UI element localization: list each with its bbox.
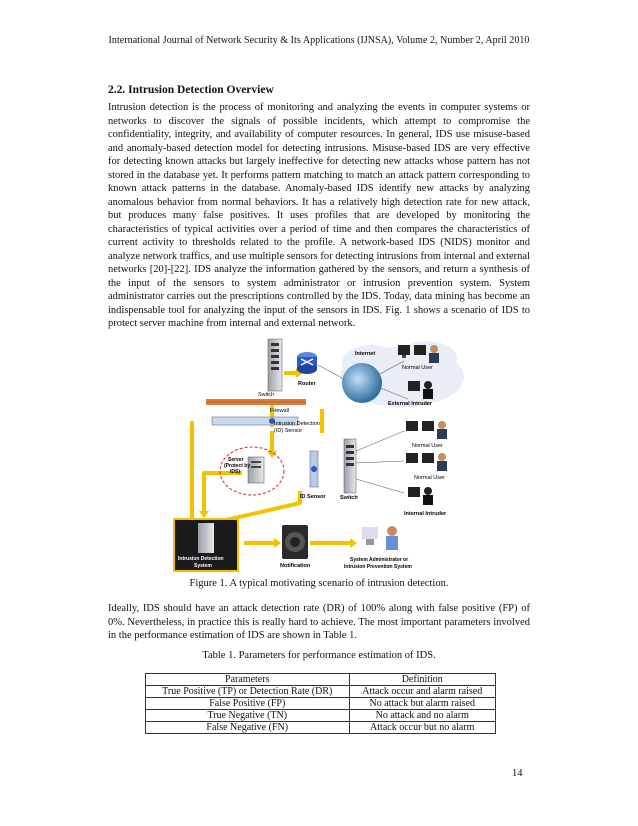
id-sensor-mid-device xyxy=(310,451,318,487)
label-admin-2: Intrusion Prevention System xyxy=(344,564,412,570)
table-row xyxy=(146,698,496,710)
table-cell: True Positive (TP) or Detection Rate (DR) xyxy=(146,686,350,698)
flow-arrows xyxy=(182,373,350,543)
label-ids-2: System xyxy=(194,563,212,569)
label-switch-top: Switch xyxy=(258,392,275,398)
table-cell: No attack and no alarm xyxy=(349,710,495,722)
switch-user-lines xyxy=(356,431,404,493)
arrow-ids-sensor-to-ids xyxy=(222,491,300,521)
label-sensor-2: (ID) Sensor xyxy=(274,428,303,434)
label-router: Router xyxy=(298,381,316,387)
label-normal-user-top: Normal User xyxy=(402,365,433,371)
switch-mid-device xyxy=(344,439,356,493)
table-cell: True Negative (TN) xyxy=(146,710,350,722)
label-server-2: (Protect by xyxy=(224,463,251,469)
label-sensor-1: Intrusion Detection xyxy=(274,421,320,427)
firewall-device xyxy=(206,399,306,405)
label-normal-user-mid1: Normal User xyxy=(412,443,443,449)
paragraph-intro: Intrusion detection is the process of monitoring and analyzing the events in computer systems or networks to discover the signals of possible incidents, which attempt to compromise the confidentiality, integrity, and availability of computer resources. In general, IDS use misuse-based and anomaly-based detection model for detecting intrusions. Misuse-based IDS are very effective for detecting known attacks but largely ineffective for detecting new attacks whose pattern has not stored in the database yet. It performs pattern matching to match an attack pattern corresponding to known attack patterns in the database. Anomaly-based IDS identify new attacks by analyzing anomalous behavior from normal behaviors. It has a relatively high detection rate for new attack, but produces many false positives. It uses profiles that are developed by monitoring the characteristics of typical activities over a period of time and then compares the characteristics of current activity to thresholds related to the profile. A network-based IDS (NIDS) monitor and analyze network traffics, and use multiple sensors for detecting intrusions from internal and external networks [20]-[22]. IDS analyze the information gathered by the sensors, and return a synthesis of the input of the sensors to system administrator or intrusion prevention system. System administrator carries out the prescriptions controlled by the IDS. Today, data mining has become an indispensable tool for analyzing the input of the sensors in IDS. Fig. 1 shows a scenario of IDS to protect server machine from internal and external network. xyxy=(108,102,530,329)
label-firewall: Firewall xyxy=(270,408,289,414)
arrow-sensor-down-left xyxy=(182,421,192,529)
table-row xyxy=(146,710,496,722)
parameters-table xyxy=(145,673,496,734)
normal-user-mid2-group xyxy=(406,453,447,471)
label-admin-1: System Administrator or xyxy=(350,557,409,563)
table-row xyxy=(146,686,496,698)
table-cell: Attack occur but no alarm xyxy=(349,722,495,734)
paragraph-performance: Ideally, IDS should have an attack detection rate (DR) of 100% along with false positive (FP) of 0%. Nevertheless, in practice this is really hard to achieve. The most important parameters involved in the performance estimation of IDS are shown in Table 1. xyxy=(108,603,530,641)
table-row xyxy=(146,722,496,734)
label-switch-mid: Switch xyxy=(340,495,358,501)
figure-caption: Figure 1. A typical motivating scenario of intrusion detection. xyxy=(189,578,449,589)
label-server-3: IDS) xyxy=(230,469,240,475)
page-number: 14 xyxy=(512,768,523,779)
table-cell: Attack occur and alarm raised xyxy=(349,686,495,698)
table-header-row xyxy=(146,674,496,686)
section-number: 2.2. xyxy=(108,84,126,96)
running-header: International Journal of Network Security & Its Applications (IJNSA), Volume 2, Number 2, April 2010 xyxy=(108,35,530,46)
router-device xyxy=(297,352,317,374)
label-internal-intruder: Internal Intruder xyxy=(404,511,447,517)
table-header-cell: Parameters xyxy=(146,674,350,686)
table-cell: No attack but alarm raised xyxy=(349,698,495,710)
figure-ids-scenario xyxy=(172,333,472,573)
notification-device xyxy=(282,525,308,559)
label-notification: Notification xyxy=(280,563,311,569)
internal-intruder-figure xyxy=(408,487,433,505)
label-normal-user-mid2: Normal User xyxy=(414,475,445,481)
table-cell: False Positive (FP) xyxy=(146,698,350,710)
table-cell: False Negative (FN) xyxy=(146,722,350,734)
label-ids-1: Intrusion Detection xyxy=(178,556,224,562)
section-heading xyxy=(108,84,274,96)
label-server-1: Server xyxy=(228,457,244,463)
table-caption: Table 1. Parameters for performance estimation of IDS. xyxy=(202,650,436,661)
label-external-intruder: External Intruder xyxy=(388,401,433,407)
label-id-sensor: ID Sensor xyxy=(300,494,326,500)
normal-user-mid1-group xyxy=(406,421,447,439)
section-title: Intrusion Detection Overview xyxy=(128,84,274,96)
switch-top-device xyxy=(268,339,282,391)
label-internet: Internet xyxy=(355,351,376,357)
table-header-cell: Definition xyxy=(349,674,495,686)
system-administrator-figure xyxy=(362,526,398,550)
